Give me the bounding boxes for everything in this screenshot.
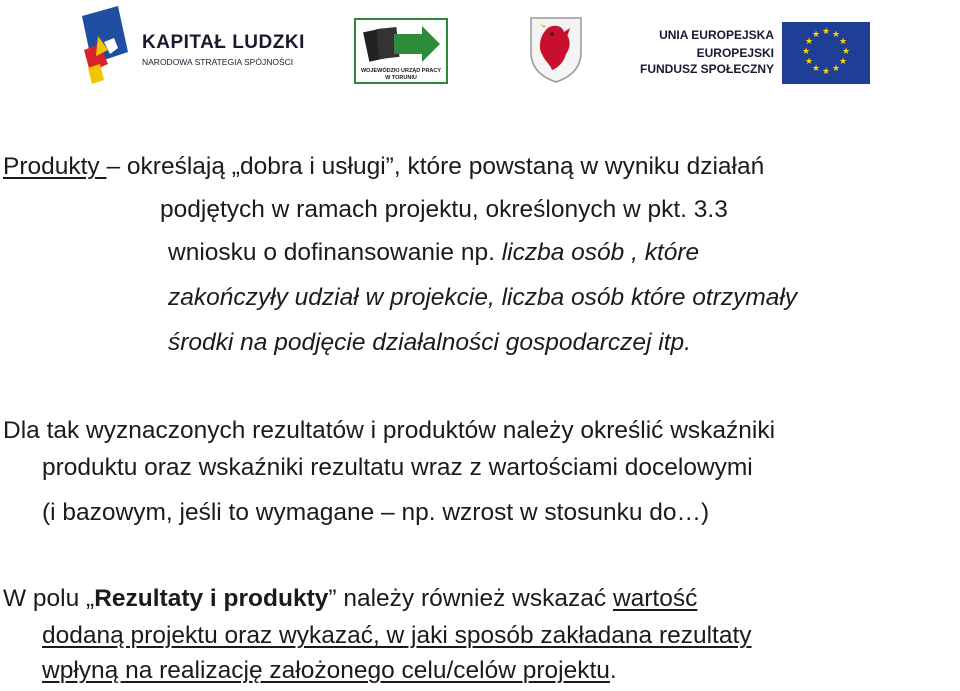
para1-line5: środki na podjęcie działalności gospodarczej itp. (168, 329, 691, 356)
para3-line2: dodaną projektu oraz wykazać, w jaki sposób zakładana rezultaty (42, 622, 752, 649)
kapital-ludzki-logo (78, 6, 318, 86)
svg-text:★: ★ (821, 27, 831, 37)
eu-efs-logo (639, 22, 874, 86)
svg-text:★: ★ (804, 37, 814, 47)
eu-flag (782, 22, 870, 84)
wup-arrow-icon (356, 22, 446, 68)
para1-line4: zakończyły udział w projekcie, liczba osób które otrzymały (168, 284, 798, 311)
para1-line3-italic: liczba osób , które (501, 239, 700, 266)
para2-line1: Dla tak wyznaczonych rezultatów i produktów należy określić wskaźniki (3, 417, 776, 444)
results-and-products-term: Rezultaty i produkty (94, 585, 329, 612)
svg-text:★: ★ (831, 30, 841, 40)
para2-line2: produktu oraz wskaźniki rezultatu wraz z wartościami docelowymi (42, 454, 753, 481)
para3-line3 (42, 656, 617, 686)
svg-text:★: ★ (811, 64, 821, 74)
kapital-ludzki-emblem-icon (78, 6, 140, 86)
para3-line1-b: ” należy również wskazać (328, 585, 613, 612)
svg-text:★: ★ (838, 57, 848, 67)
para1-line3 (168, 238, 699, 268)
svg-text:★: ★ (811, 30, 821, 40)
svg-text:★: ★ (831, 64, 841, 74)
wup-caption-line2: W TORUNIU (385, 75, 417, 81)
para1-line2: podjętych w ramach projektu, określonych w pkt. 3.3 (160, 196, 728, 223)
eu-line3: FUNDUSZ SPOŁECZNY (639, 62, 774, 76)
kapital-ludzki-title: KAPITAŁ LUDZKI (142, 32, 305, 53)
eu-line2: EUROPEJSKI (696, 46, 774, 60)
kapital-ludzki-subtitle: NARODOWA STRATEGIA SPÓJNOŚCI (142, 57, 294, 67)
para1-line1 (3, 152, 764, 182)
para3-line1 (3, 584, 697, 614)
svg-text:★: ★ (821, 67, 831, 77)
para1-line1-text: – określają „dobra i usługi”, które powstaną w wyniku działań (106, 153, 765, 180)
wup-torun-logo (354, 18, 448, 84)
svg-text:★: ★ (801, 47, 811, 57)
para1-line3-normal: wniosku o dofinansowanie np. (168, 239, 502, 266)
coat-of-arms-logo (528, 14, 584, 84)
products-term: Produkty (3, 153, 107, 180)
added-value-term: wartość (612, 585, 698, 612)
para3-line3-text: wpłyną na realizację założonego celu/celów projektu (42, 657, 610, 684)
para2-line3: (i bazowym, jeśli to wymagane – np. wzrost w stosunku do…) (42, 499, 710, 526)
svg-text:★: ★ (804, 57, 814, 67)
wup-caption-line1: WOJEWÓDZKI URZĄD PRACY (360, 68, 442, 74)
svg-text:★: ★ (841, 47, 851, 57)
svg-text:★: ★ (838, 37, 848, 47)
eu-line1: UNIA EUROPEJSKA (659, 28, 774, 42)
eu-stars-icon (782, 22, 870, 84)
para3-line3-end: . (609, 657, 617, 684)
logo-bar (0, 0, 960, 100)
griffin-shield-icon (528, 14, 584, 84)
para3-line1-a: W polu „ (3, 585, 95, 612)
